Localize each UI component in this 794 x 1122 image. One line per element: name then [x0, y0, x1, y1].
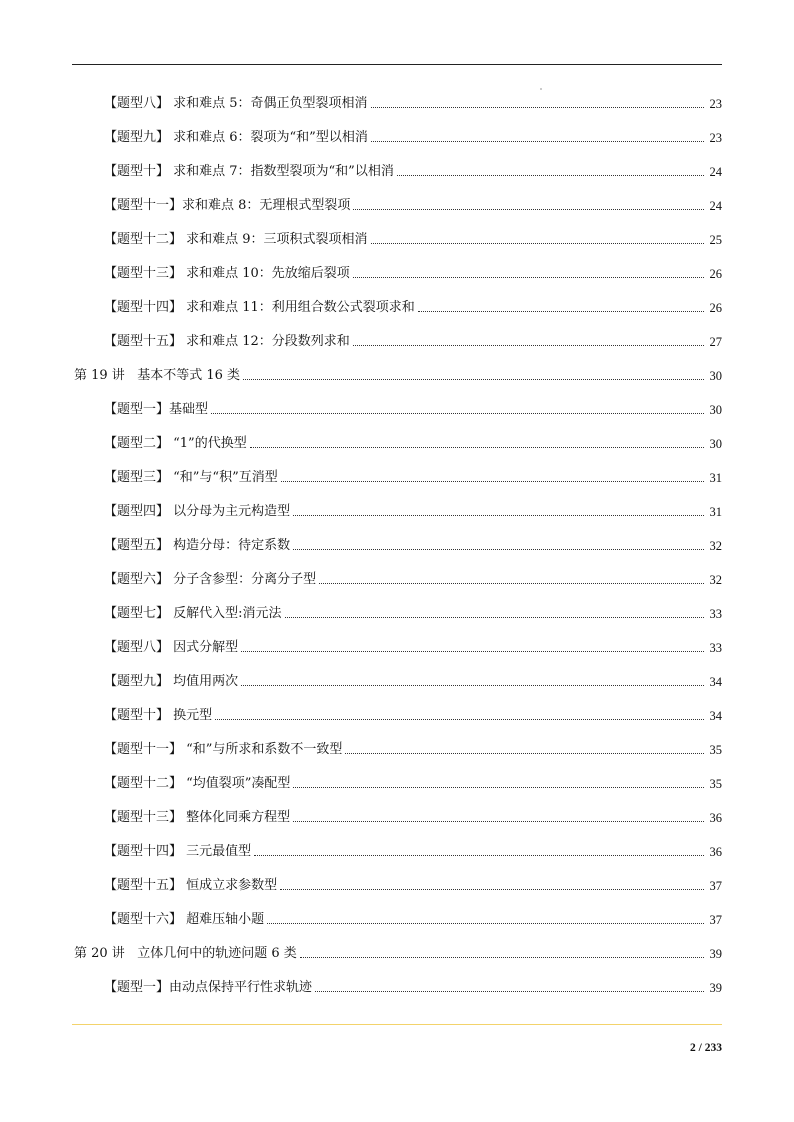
toc-entry-page: 37 [709, 879, 722, 893]
toc-entry-page: 39 [709, 947, 722, 961]
toc-entry[interactable] [104, 840, 722, 860]
toc-entry-title: 【题型三】 “和”与“积”互消型 [104, 470, 278, 485]
toc-entry-title: 【题型四】 以分母为主元构造型 [104, 504, 291, 519]
toc-entry-page: 24 [709, 165, 722, 179]
footer-rule [72, 1024, 722, 1025]
toc-entry[interactable] [104, 330, 722, 350]
toc-entry-title: 【题型二】 “1”的代换型 [104, 436, 247, 451]
toc-entry[interactable] [104, 874, 722, 894]
dot-leader [211, 413, 704, 414]
toc-entry-title: 【题型十】 求和难点 7：指数型裂项为“和”以相消 [104, 164, 394, 179]
toc-entry-title: 【题型十五】 求和难点 12：分段数列求和 [104, 334, 350, 349]
toc-chapter-entry[interactable] [74, 364, 722, 384]
toc-entry[interactable] [104, 92, 722, 112]
dot-leader [250, 447, 704, 448]
toc-entry-page: 32 [709, 573, 722, 587]
dot-leader [293, 821, 704, 822]
toc-entry-page: 34 [709, 709, 722, 723]
page-number: 2 / 233 [690, 1042, 722, 1054]
toc-entry[interactable] [104, 398, 722, 418]
toc-chapter-title: 第 20 讲 立体几何中的轨迹问题 6 类 [74, 946, 297, 961]
dot-leader [254, 855, 704, 856]
toc-entry-title: 【题型十三】 求和难点 10：先放缩后裂项 [104, 266, 350, 281]
dot-leader [371, 107, 704, 108]
toc-entry[interactable] [104, 194, 722, 214]
toc-entry-page: 31 [709, 505, 722, 519]
toc-entry-page: 35 [709, 777, 722, 791]
toc-entry-page: 27 [709, 335, 722, 349]
toc-entry-title: 【题型十四】 求和难点 11：利用组合数公式裂项求和 [104, 300, 415, 315]
dot-leader [300, 957, 704, 958]
toc-entry-page: 31 [709, 471, 722, 485]
toc-entry-title: 【题型十六】 超难压轴小题 [104, 912, 265, 927]
toc-entry[interactable] [104, 602, 722, 622]
toc-chapter-entry[interactable] [74, 942, 722, 962]
toc-chapter-title: 第 19 讲 基本不等式 16 类 [74, 368, 241, 383]
toc-entry[interactable] [104, 976, 722, 996]
toc-entry-page: 24 [709, 199, 722, 213]
toc-entry-page: 36 [709, 811, 722, 825]
dot-leader [397, 175, 704, 176]
toc-entry[interactable] [104, 908, 722, 928]
toc-entry[interactable] [104, 466, 722, 486]
toc-entry[interactable] [104, 704, 722, 724]
toc-entry[interactable] [104, 228, 722, 248]
toc-entry-page: 33 [709, 607, 722, 621]
toc-entry-page: 32 [709, 539, 722, 553]
toc-entry-title: 【题型十二】 “均值裂项”凑配型 [104, 776, 291, 791]
toc-entry[interactable] [104, 160, 722, 180]
toc-entry[interactable] [104, 772, 722, 792]
toc-entry-page: 26 [709, 301, 722, 315]
dot-leader [353, 209, 704, 210]
toc-entry-title: 【题型八】 因式分解型 [104, 640, 239, 655]
toc-entry-title: 【题型十一】 “和”与所求和系数不一致型 [104, 742, 343, 757]
toc-entry-page: 37 [709, 913, 722, 927]
dot-leader [280, 889, 704, 890]
dot-leader [353, 277, 704, 278]
dot-leader [345, 753, 704, 754]
toc-entry-title: 【题型六】 分子含参型：分离分子型 [104, 572, 317, 587]
dot-leader [281, 481, 704, 482]
toc-entry-title: 【题型十四】 三元最值型 [104, 844, 252, 859]
toc-entry-page: 25 [709, 233, 722, 247]
toc-entry-title: 【题型九】 均值用两次 [104, 674, 239, 689]
dot-leader [241, 685, 704, 686]
toc-entry-page: 34 [709, 675, 722, 689]
toc-entry[interactable] [104, 500, 722, 520]
dot-leader [371, 243, 704, 244]
toc-entry-page: 36 [709, 845, 722, 859]
toc-entry-page: 30 [709, 403, 722, 417]
toc-entry[interactable] [104, 126, 722, 146]
toc-entry-title: 【题型一】由动点保持平行性求轨迹 [104, 980, 313, 995]
toc-entry-title: 【题型八】 求和难点 5：奇偶正负型裂项相消 [104, 96, 368, 111]
dot-leader [418, 311, 704, 312]
toc-entry-page: 26 [709, 267, 722, 281]
dot-leader [315, 991, 704, 992]
dot-leader [371, 141, 704, 142]
toc-entry-page: 30 [709, 437, 722, 451]
toc-entry[interactable] [104, 534, 722, 554]
dot-leader [215, 719, 704, 720]
toc-entry-page: 39 [709, 981, 722, 995]
toc-entry-title: 【题型七】 反解代入型:消元法 [104, 606, 282, 621]
toc-entry-title: 【题型九】 求和难点 6：裂项为“和”型以相消 [104, 130, 368, 145]
toc-entry-title: 【题型十五】 恒成立求参数型 [104, 878, 278, 893]
dot-leader [319, 583, 704, 584]
toc-entry-page: 30 [709, 369, 722, 383]
dot-leader [293, 787, 704, 788]
toc-entry-page: 35 [709, 743, 722, 757]
toc-entry-page: 23 [709, 131, 722, 145]
toc-entry[interactable] [104, 670, 722, 690]
dot-leader [243, 379, 704, 380]
toc-entry[interactable] [104, 262, 722, 282]
dot-leader [293, 549, 704, 550]
dot-leader [293, 515, 704, 516]
toc-entry-title: 【题型十三】 整体化同乘方程型 [104, 810, 291, 825]
dot-leader [353, 345, 704, 346]
toc-entry-title: 【题型一】基础型 [104, 402, 209, 417]
dot-leader [285, 617, 704, 618]
toc-entry-title: 【题型五】 构造分母：待定系数 [104, 538, 291, 553]
toc-entry-page: 23 [709, 97, 722, 111]
toc-entry[interactable] [104, 432, 722, 452]
toc-entry-page: 33 [709, 641, 722, 655]
toc-entry[interactable] [104, 738, 722, 758]
toc-entry-title: 【题型十一】求和难点 8：无理根式型裂项 [104, 198, 351, 213]
dot-leader [241, 651, 704, 652]
toc-entry[interactable] [104, 806, 722, 826]
toc-entry[interactable] [104, 636, 722, 656]
toc-entry[interactable] [104, 296, 722, 316]
dot-leader [267, 923, 704, 924]
toc-entry-title: 【题型十二】 求和难点 9：三项积式裂项相消 [104, 232, 368, 247]
toc-entry-title: 【题型十】 换元型 [104, 708, 213, 723]
toc-entry[interactable] [104, 568, 722, 588]
